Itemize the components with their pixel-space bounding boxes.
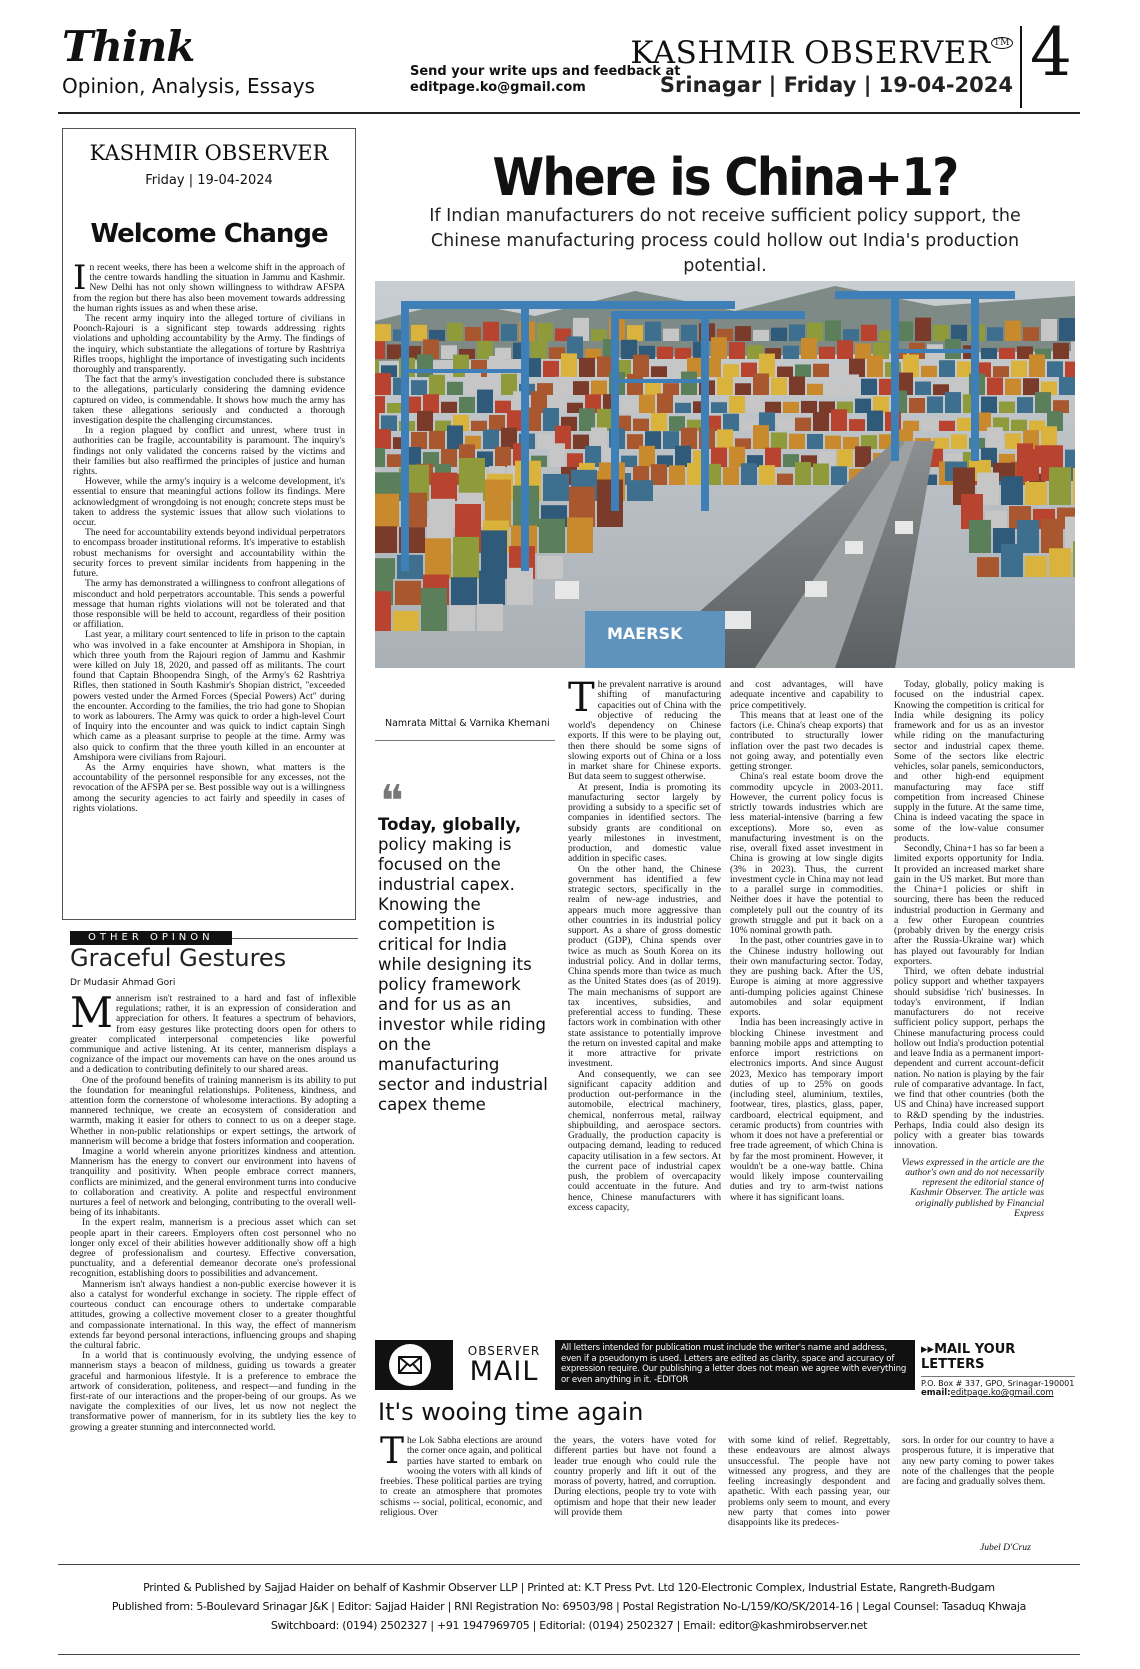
paragraph: In a region plagued by conflict and unrest, where trust in authorities can be fragile, accountability is paramount. The inquiry's findings not only validated the concerns raised by the victims and their families but also reaffirmed the principles of justice and human rights. bbox=[73, 425, 345, 478]
paragraph: This means that at least one of the factors (i.e. China's cheap exports) that contributed to structurally lower inflation over the past two decades is not going away, and potentially even getting stronger. bbox=[730, 709, 883, 772]
article-disclaimer: Views expressed in the article are the author's own and do not necessarily represent the editorial stance of Kashmir Observer. The article was originally published by Financial Express bbox=[901, 1156, 1044, 1219]
page-number: 4 bbox=[1030, 14, 1072, 91]
article-column-1 bbox=[568, 680, 721, 1300]
section-subtitle: Opinion, Analysis, Essays bbox=[62, 74, 315, 98]
opinion-author: Dr Mudasir Ahmad Gori bbox=[70, 978, 176, 988]
section-title: Think bbox=[62, 22, 195, 71]
paragraph: n recent weeks, there has been a welcome shift in the approach of the centre towards handling the situation in Jammu and Kashmir. New Delhi has not only shown willingness to withdraw AFSPA from the region but there has also been movement towards addressing the human rights issues as and when these arise. bbox=[73, 263, 345, 314]
submission-email[interactable]: editpage.ko@gmail.com bbox=[410, 80, 586, 95]
section-masthead bbox=[62, 22, 315, 98]
letters-email-link[interactable]: editpage.ko@gmail.com bbox=[950, 1388, 1054, 1398]
newspaper-name: KASHMIR OBSERVER ™ bbox=[630, 38, 1013, 69]
mail-icon-box bbox=[375, 1340, 453, 1390]
article-column-2 bbox=[730, 680, 883, 1300]
pull-quote-text: policy making is focused on the industrial capex. Knowing the competition is critical for India while designing its policy framework and for us as an investor while riding on the manufacturing sector and industrial capex theme bbox=[378, 835, 548, 1114]
pull-quote-lead: Today, globally, bbox=[378, 815, 522, 834]
envelope-glyph bbox=[398, 1356, 422, 1374]
postal-address: P.O. Box # 337, GPO, Srinagar-190001 bbox=[921, 1376, 1075, 1388]
imprint-line: Published from: 5-Boulevard Srinagar J&K | Editor: Sajjad Haider | RNI Registration No: 69503/98 | Postal Registration No-L/159/KO/SK/2014-16 | Legal Counsel: Tasaduq Khwaja bbox=[111, 1600, 1027, 1613]
paragraph: The need for accountability extends beyond individual perpetrators to encompass broader institutional reforms. It's imperative to establish robust mechanisms for oversight and accountability within the security forces to prevent similar incidents from happening in the future. bbox=[73, 527, 345, 580]
paragraph: In a world that is continuously evolving, the undying essence of mannerism stays a beacon of mildness, guiding us towards a greater graceful and harmonious lifestyle. It is a preference to embrace the artwork of consideration, politeness, and respect—and funding in the first-rate of our interactions and the proper-being of our groups. As we navigate the complexities of our lives, let us now not neglect the transformative power of mannerism, for in its subtlety lies the key to growing a greater stunning and interconnected world. bbox=[70, 1350, 356, 1433]
newspaper-masthead bbox=[630, 35, 1013, 97]
letter-column-2: the years, the voters have voted for different parties but have not found a leader true enough who could rule the country properly and lift it out of the morass of poverty, hatred, and corruption. During elections, people try to vote with optimism and hope that their new leader will provide them bbox=[554, 1436, 716, 1518]
observer-mail-logo bbox=[459, 1344, 549, 1386]
paragraph: India has been increasingly active in blocking Chinese investment and banning mobile apps and attempting to enforce import restrictions on electronics imports. And since August 2023, Mexico has temporary import duties of up to 25% on goods (including steel, aluminium, textiles, footwear, tires, plastics, glass, paper, cardboard, electrical equipment, and ceramic products) from countries with whom it does not have a preferential or free trade agreement, of which China is by far the most prominent. However, it wouldn't be a one-way battle. China would likely impose countervailing duties and try to arm-twist nations where it has significant loans. bbox=[730, 1017, 883, 1203]
paragraph: Imagine a world wherein anyone prioritizes kindness and attention. Mannerism has the energy to convert our environment into havens of tranquility and positivity. When people embrace correct manners, conflicts are minimized, and the general environment turns into conducive to collaboration and creativity. A polite and respectful environment nurtures a feel of network and belonging, contributing to the overall well-being of its inhabitants. bbox=[70, 1146, 356, 1219]
paragraph: annerism isn't restrained to a hard and fast of inflexible regulations; rather, it is an expression of consideration and appreciation for others. It features a spectrum of behaviors, from easy gestures like protecting doors open for others to greater complicated interpersonal competencies like powerful communique and active listening. At its center, mannerism displays a cognizance of the impact our movements can have on the ones around us and a dedication to contributing definitely to our shared areas. bbox=[70, 994, 356, 1076]
envelope-icon bbox=[389, 1344, 431, 1386]
paragraph: Secondly, China+1 has so far been a limited exports opportunity for India. It provided an increased market share gain in the US market. But more than the China+1 policies or shift in sourcing, there has been the reduced industrial production in Germany and a few other European countries (probably driven by the energy crisis after the Russia-Ukraine war) which has played out favourably for Indian exporters. bbox=[894, 843, 1044, 967]
letter-signature: Jubel D'Cruz bbox=[980, 1542, 1031, 1553]
drop-cap: T bbox=[380, 1436, 405, 1472]
other-opinion-banner: OTHER OPINON bbox=[70, 931, 232, 945]
paragraph: At present, India is promoting its manufacturing sector largely by providing a subsidy to a specific set of companies in identified sectors. The subsidy grants are conditional on yearly milestones in investment, production, and domestic value addition in specific cases. bbox=[568, 781, 721, 865]
imprint-line: Switchboard: (0194) 2502327 | +91 1947969705 | Editorial: (0194) 2502327 | Email: editor@kashmirobserver.net bbox=[270, 1619, 868, 1632]
paragraph: and cost advantages, will have adequate incentive and capability to price competitively. bbox=[730, 680, 883, 711]
paragraph: China's real estate boom drove the commodity upcycle in 2003-2011. However, the current policy focus is strictly towards industries which are less material-intensive (barring a few exceptions). More so, even as manufacturing investment is on the rise, overall fixed asset investment in China is growing at low single digits (3% in 2023). Thus, the current investment cycle in China may not lead to a parallel surge in commodities. Neither does it have the potential to completely pull out the country of its growth struggle and put it back on a 10% nominal growth path. bbox=[730, 771, 883, 936]
observer-mail-banner bbox=[375, 1340, 1075, 1398]
footer-rule bbox=[58, 1654, 1080, 1655]
dateline: Srinagar | Friday | 19-04-2024 bbox=[659, 73, 1013, 97]
masthead-divider bbox=[1020, 26, 1022, 108]
editorial-date: Friday | 19-04-2024 bbox=[145, 173, 273, 188]
editorial-box bbox=[62, 128, 356, 920]
banner-rule bbox=[232, 938, 358, 939]
byline-rule bbox=[375, 740, 555, 741]
paragraph: The army has demonstrated a willingness to confront allegations of misconduct and hold perpetrators accountable. This sends a powerful message that human rights violations will not be tolerated and that those responsible will be held to account, regardless of their position or affiliation. bbox=[73, 578, 345, 631]
paragraph: he prevalent narrative is around shifting of manufacturing capacities out of China with the objective of reducing the world's dependency on Chinese exports. If this were to be playing out, then there should be some signs of slowing exports out of China or a loss in market share for Chinese exports. But data seem to suggest otherwise. bbox=[568, 680, 721, 783]
drop-cap: M bbox=[70, 994, 114, 1037]
mail-logo-bottom: MAIL bbox=[469, 1356, 539, 1387]
editorial-title: Welcome Change bbox=[90, 219, 328, 249]
photo-illustration bbox=[375, 281, 1075, 668]
paragraph: As the Army enquiries have shown, what matters is the accountability of the personnel responsible for any excesses, not the revocation of the AFSPA per se. Best possible way out is a willingness among the security agencies to act fairly and speedily in cases of rights violations. bbox=[73, 761, 345, 814]
paragraph: In the expert realm, mannerism is a precious asset which can set people apart in their careers. Employers often cost personnel who no longer only excel of their abilities however additionally show off a high degree of professionalism and courtesy. Effective conversation, punctuality, and a deferential demeanor decorate one's professional recognition, establishing doors to possibilities and advancement. bbox=[70, 1217, 356, 1280]
article-byline: Namrata Mittal & Varnika Khemani bbox=[385, 718, 550, 729]
letter-column-1 bbox=[380, 1436, 542, 1546]
paragraph: Third, we often debate industrial policy support and whether taxpayers should subsidise 'rich' businesses. In today's environment, if Indian manufacturers do not receive sufficient policy support, perhaps the Chinese manufacturing process could hollow out India's production potential and leave India as a permanent import-dependent and current account-deficit nation. No nation is playing by the fair rule of comparative advantage. In fact, we find that other countries (both the US and China) have increased support to R&D spending by the industries. Perhaps, India could also design its policy with a greater bias towards innovation. bbox=[894, 966, 1044, 1152]
letter-column-4: sors. In order for our country to have a prosperous future, it is imperative that any new party coming to power takes note of the challenges that the people are facing and gradually solves them. bbox=[902, 1436, 1054, 1487]
drop-cap: I bbox=[73, 263, 87, 298]
quote-icon: ❝ bbox=[380, 776, 404, 827]
paragraph: And consequently, we can see significant capacity addition and production out-performance in the automobile, electrical machinery, chemical, nonferrous metal, railway shipbuilding, and aerospace sectors. Gradually, the production capacity is outpacing demand, leading to reduced capacity utilisation in a few sectors. At the current pace of industrial capex push, the problem of overcapacity could accentuate in the future. And hence, Chinese manufacturers with excess capacity, bbox=[568, 1068, 721, 1213]
opinion-title: Graceful Gestures bbox=[70, 944, 287, 972]
footer-rule bbox=[58, 1564, 1080, 1565]
paragraph: On the other hand, the Chinese government has identified a few strategic sectors, specifically in the realm of new-age industries, and appears much more aggressive than other countries in its industrial policy support. As a share of gross domestic product (GDP), China spends over twice as much as South Korea on its industrial policy. And in dollar terms, China spends more than twice as much as the United States does (as of 2019). The main mechanisms of support are tax incentives, subsidies, and preferential access to funding. These factors work in combination with other state assistance to potentially improve the return on invested capital and make it more attractive for private investment. bbox=[568, 863, 721, 1070]
trademark-mark: TM bbox=[991, 37, 1013, 49]
article-column-3 bbox=[894, 680, 1044, 1300]
mail-logo-top: OBSERVER bbox=[467, 1344, 541, 1358]
paragraph: One of the profound benefits of training mannerism is its ability to put the foundation for meaningful relationships. Politeness, kindness, and attention form the cornerstone of wholesome interactions. By adopting a mannered technique, we create an ecosystem of consideration and warmth, making it easier for others to connect to us on a deeper stage. Whether in non-public relationships or expert settings, the artwork of mannerism will become a bridge that fosters information and cooperation. bbox=[70, 1074, 356, 1147]
container-label: MAERSK bbox=[607, 624, 683, 643]
pull-quote bbox=[378, 815, 548, 1115]
paragraph: In the past, other countries gave in to the Chinese industry hollowing out their own manufacturing sector. Today, they are pushing back. After the US, Europe is aiming at more aggressive anti-dumping policies against Chinese automobiles and solar equipment exports. bbox=[730, 935, 883, 1018]
imprint-line: Printed & Published by Sajjad Haider on behalf of Kashmir Observer LLP | Printed at: K.T Press Pvt. Ltd 120-Electronic Complex, Industrial Estate, Rangreth-Budgam bbox=[143, 1581, 995, 1594]
paragraph: The fact that the army's investigation concluded there is substance to the allegations, particularly considering the damning evidence captured on video, is commendable. It shows how much the army has taken these allegations seriously and conducted a thorough investigation despite the challenging circumstances. bbox=[73, 374, 345, 427]
editorial-brand: KASHMIR OBSERVER bbox=[89, 141, 329, 165]
drop-cap: T bbox=[568, 680, 595, 721]
paragraph: Mannerism isn't always handiest a non-public exercise however it is also a catalyst for wonderful exchange in society. The ripple effect of courteous conduct can encourage others to undertake comparable attitudes, growing a collective movement closer to a greater thoughtful and compassionate international. In this way, the effect of mannerism extends far beyond personal interactions, influencing groups and shaping the cultural fabric. bbox=[70, 1278, 356, 1351]
letter-column-3: with some kind of relief. Regrettably, these endeavours are almost always unsuccessful. The people have not witnessed any progress, and they are feeling increasingly despondent and apathetic. With each passing year, our problems only seem to mount, and every new party that comes into power disappoints like its predeces- bbox=[728, 1436, 890, 1528]
paragraph: Today, globally, policy making is focused on the industrial capex. Knowing the competition is critical for India while designing its policy framework and for us as an investor while riding on the manufacturing sector and industrial capex theme. Some of the sectors like electric vehicles, solar panels, semiconductors, and other high-end equipment manufacturing may face stiff competition from increased Chinese supply in the future. At the same time, China is indeed vacating the space in some of the low-value consumer products. bbox=[894, 680, 1044, 844]
imprint-footer bbox=[58, 1578, 1080, 1635]
letter-text: he Lok Sabha elections are around the corner once again, and political parties have started to embark on wooing the voters with all kinds of freebies. These political parties are trying to create an atmosphere that promotes schisms -- social, political, economic, and religious. Over bbox=[380, 1436, 542, 1518]
letters-email: email:editpage.ko@gmail.com bbox=[921, 1388, 1054, 1398]
article-deck: If Indian manufacturers do not receive sufficient policy support, the Chinese manufacturing process could hollow out India's production potential. bbox=[429, 206, 1021, 276]
editorial-body bbox=[73, 263, 345, 913]
letter-title: It's wooing time again bbox=[378, 1398, 644, 1426]
submission-note-line: Send your write ups and feedback at bbox=[410, 64, 681, 79]
paragraph: Last year, a military court sentenced to life in prison to the captain who was involved in a fake encounter at Amshipora in Shopian, in which three youth from the Rajouri region of Jammu and Kashmir were killed on July 18, 2020, and passed off as militants. The court found that Captain Bhoopendra Singh, of the Army's 62 Rashtriya Rifles, then stationed in South Kashmir's Shopian district, "exceeded powers vested under the Armed Forces (Special Powers) Act" during the encounter. According to the families, the trio had gone to Shopian to work as labourers. The Army was quick to order a high-level Court of Inquiry into the encounter and was quick to indict captain Singh which came as a pleasant surprise to people at the time. Army was also quick to confirm that the three youth killed in an encounter at Amshipora were civilians from Rajouri. bbox=[73, 629, 345, 763]
container-port-photo bbox=[375, 281, 1075, 668]
masthead-rule bbox=[58, 112, 1080, 114]
arrow-icon: ▸▸ bbox=[921, 1342, 935, 1357]
article-headline: Where is China+1? bbox=[492, 148, 958, 208]
paragraph: However, while the army's inquiry is a welcome development, it's essential to ensure that meaningful actions follow its findings. Mere acknowledgment of wrongdoing is not enough; concrete steps must be taken to address the systemic issues that allow such violations to occur. bbox=[73, 476, 345, 529]
opinion-body bbox=[70, 994, 356, 1542]
mail-your-letters bbox=[921, 1342, 1075, 1398]
mail-letters-title: ▸▸MAIL YOUR LETTERS bbox=[921, 1342, 1016, 1372]
paragraph: The recent army inquiry into the alleged torture of civilians in Poonch-Rajouri is a significant step towards addressing rights violations and upholding accountability by the Army. The findings of the inquiry, which substantiate the allegations of torture by Rashtriya Rifles troops, highlight the importance of investigating such incidents thoroughly and transparently. bbox=[73, 313, 345, 376]
letters-policy-notice: All letters intended for publication must include the writer's name and address, even if a pseudonym is used. Letters are edited as clarity, space and accuracy of expression require. Our publishing a letter does not mean we agree with everything or even anything in it. -EDITOR bbox=[555, 1340, 915, 1390]
